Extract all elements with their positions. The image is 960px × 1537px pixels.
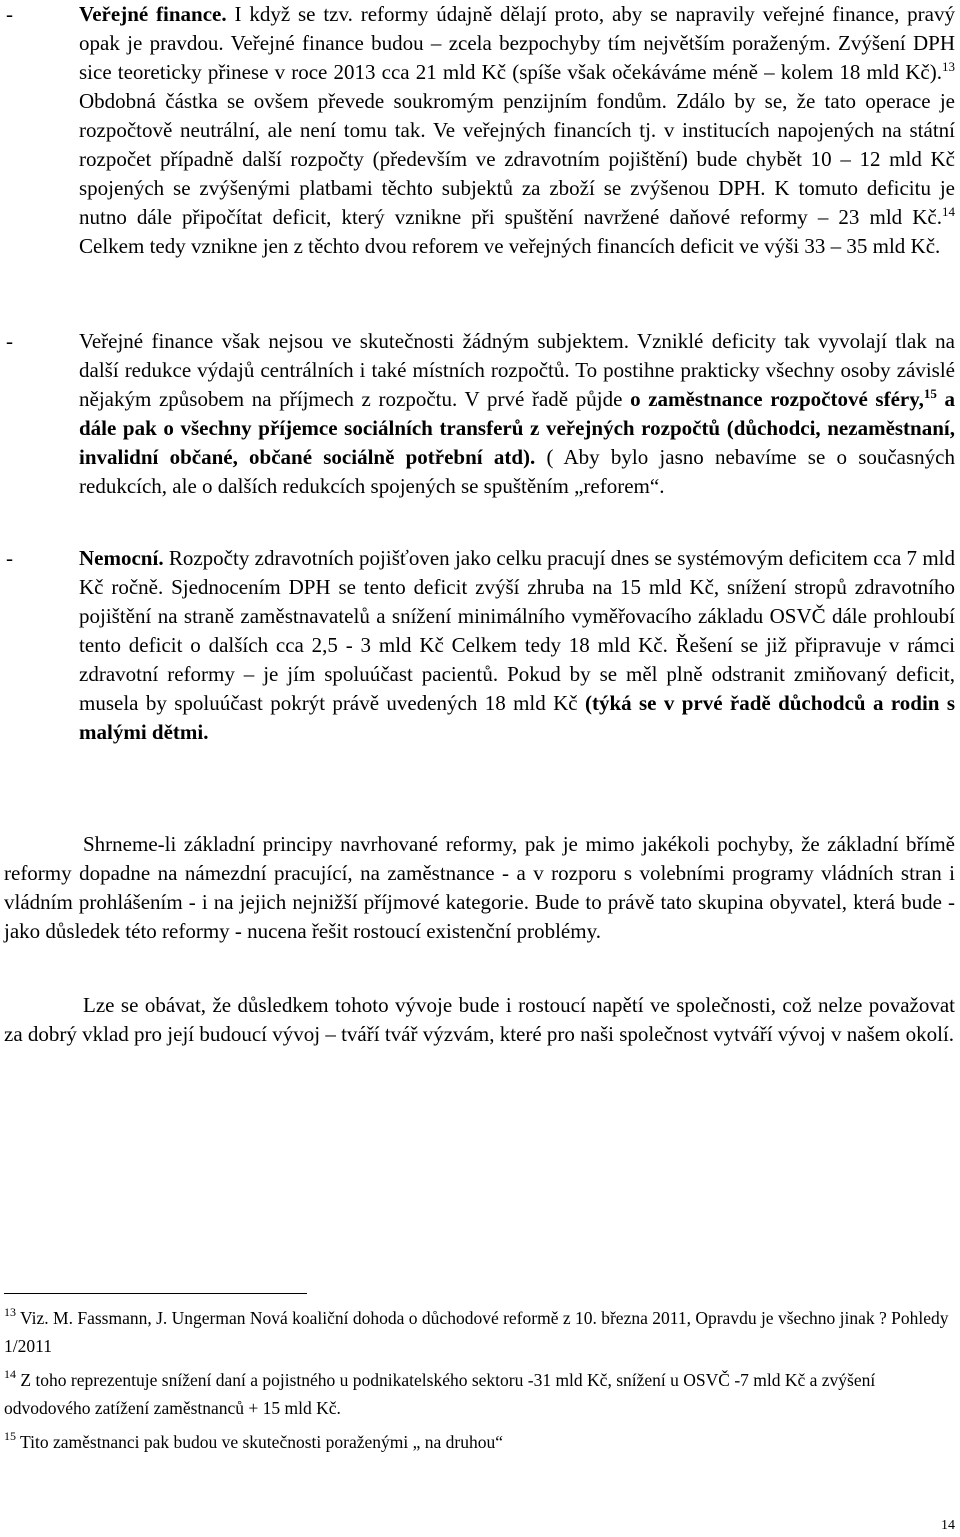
bullet-sick xyxy=(0,544,960,747)
bullet-public-finances xyxy=(0,0,960,261)
bullet-body: Rozpočty zdravotních pojišťoven jako celku pracují dnes se systémovým deficitem cca 7 mld Kč ročně. Sjednocením DPH se tento deficit zvýší zhruba na 15 mld Kč, snížení stropů zdravotního pojištění na straně zaměstnavatelů a snížení minimálního vyměřovacího základu OSVČ dále prohloubí tento deficit o dalších cca 2,5 - 3 mld Kč Celkem tedy 18 mld Kč. Řešení se již připravuje v rámci zdravotní reformy – je jím spoluúčast pacientů. Pokud by se měl plně odstranit zmiňovaný deficit, musela by spoluúčast pokrýt právě uvedených 18 mld Kč xyxy=(79,546,955,715)
conclusion-paragraph: Lze se obávat, že důsledkem tohoto vývoje bude i rostoucí napětí ve společnosti, což nelze považovat za dobrý vklad pro její budoucí vývoj – tváří tvář výzvám, které pro naši společnost vytváří vývoj v našem okolí. xyxy=(4,993,955,1046)
footnote-number: 15 xyxy=(4,1429,16,1443)
bullet-text xyxy=(79,0,955,261)
footnote-ref: 15 xyxy=(923,386,937,401)
footnote-ref: 13 xyxy=(942,59,955,74)
footnote-text: Tito zaměstnanci pak budou ve skutečnosti poraženými „ na druhou“ xyxy=(16,1432,503,1452)
bullet-public-finances-not-subject xyxy=(0,327,960,501)
footnote-14 xyxy=(4,1366,955,1422)
footnote-number: 13 xyxy=(4,1305,16,1319)
bullet-body: I když se tzv. reformy údajně dělají proto, aby se napravily veřejné finance, pravý opak je pravdou. Veřejné finance budou – zcela bezpochyby tím největším poraženým. Zvýšení DPH sice teoreticky přinese v roce 2013 cca 21 mld Kč (spíše však očekáváme méně – kolem 18 mld Kč). xyxy=(79,2,955,84)
page-number: 14 xyxy=(941,1518,955,1533)
bullet-dash: - xyxy=(6,546,13,570)
footnote-text: Viz. M. Fassmann, J. Ungerman Nová koaliční dohoda o důchodové reformě z 10. března 2011, Opravdu je všechno jinak ? Pohledy 1/2011 xyxy=(4,1308,949,1356)
footnote-number: 14 xyxy=(4,1367,16,1381)
bullet-lead: Veřejné finance. xyxy=(79,2,227,26)
bullet-text xyxy=(79,544,955,747)
bullet-bold: a dále pak o všechny příjemce sociálních transferů z veřejných rozpočtů (důchodci, nezaměstnaní, invalidní občané, občané sociálně potřební atd). xyxy=(79,387,956,469)
bullet-body: Obdobná částka se ovšem převede soukromým penzijním fondům. Zdálo by se, že tato operace je rozpočtově neutrální, ale není tomu tak. Ve veřejných financích tj. v institucích napojených na státní rozpočet případně další rozpočty (především ve zdravotním pojištění) bude chybět 10 – 12 mld Kč spojených se zvýšenými platbami těchto subjektů za zboží se zvýšenou DPH. K tomuto deficitu je nutno dále připočítat deficit, který vznikne při spuštění navržené daňové reformy – 23 mld Kč. xyxy=(79,89,955,229)
bullet-body: ( Aby bylo jasno nebavíme se o současných redukcích, ale o dalších redukcích spojených se spuštěním „reforem“. xyxy=(79,445,955,498)
footnote-ref: 14 xyxy=(942,204,955,219)
bullet-lead: Nemocní. xyxy=(79,546,164,570)
bullet-bold: o zaměstnance rozpočtové sféry, xyxy=(630,387,924,411)
bullet-dash: - xyxy=(6,2,13,26)
bullet-body: Veřejné finance však nejsou ve skutečnosti žádným subjektem. Vzniklé deficity tak vyvolají tlak na další redukce výdajů centrálních i také místních rozpočtů. To postihne prakticky všechny osoby závislé nějakým způsobem na příjmech z rozpočtu. V prvé řadě půjde xyxy=(79,329,955,411)
footnote-text: Z toho reprezentuje snížení daní a pojistného u podnikatelského sektoru -31 mld Kč, snížení u OSVČ -7 mld Kč a zvýšení odvodového zatížení zaměstnanců + 15 mld Kč. xyxy=(4,1370,876,1418)
footnote-separator xyxy=(4,1293,307,1294)
bullet-text xyxy=(79,327,955,501)
bullet-body: Celkem tedy vznikne jen z těchto dvou reforem ve veřejných financích deficit ve výši 33 – 35 mld Kč. xyxy=(79,234,941,258)
summary-paragraph: Shrneme-li základní principy navrhované reformy, pak je mimo jakékoli pochyby, že základní břímě reformy dopadne na námezdní pracující, na zaměstnance - a v rozporu s volebními programy vládních stran i vládním prohlášením - i na jejich nejnižší příjmové kategorie. Bude to právě tato skupina obyvatel, která bude - jako důsledek této reformy - nucena řešit rostoucí existenční problémy. xyxy=(4,832,955,943)
bullet-dash: - xyxy=(6,329,13,353)
footnote-13 xyxy=(4,1304,955,1360)
footnote-15 xyxy=(4,1428,955,1456)
bullet-bold: (týká se v prvé řadě důchodců a rodin s malými dětmi. xyxy=(79,691,955,744)
